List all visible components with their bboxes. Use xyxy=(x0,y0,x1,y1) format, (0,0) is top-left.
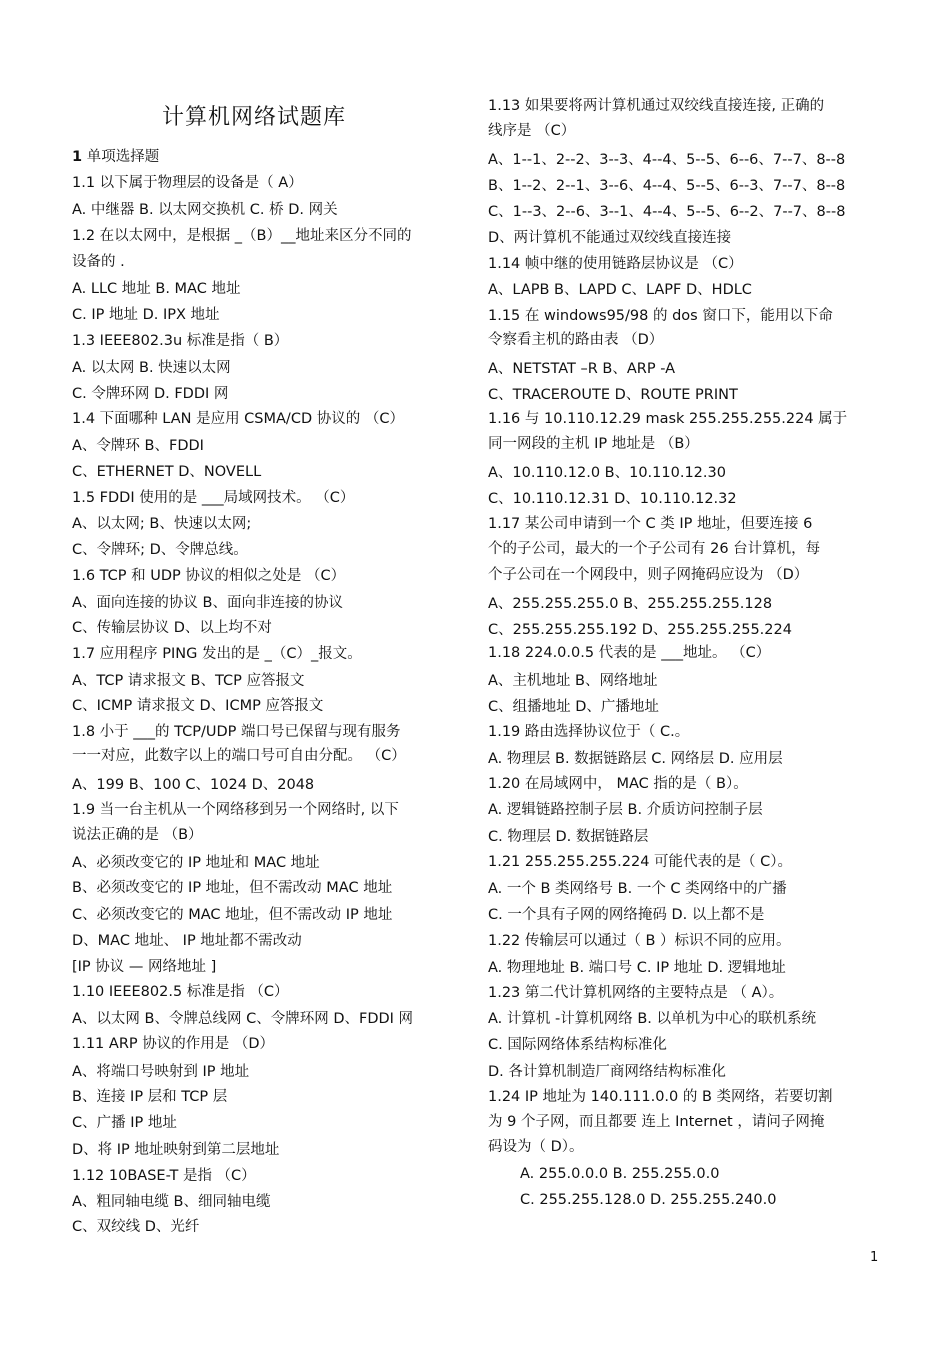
left-column-line: C、双绞线 D、光纤 xyxy=(72,1219,200,1235)
right-column-line: C、10.110.12.31 D、10.110.12.32 xyxy=(488,491,737,507)
right-column-line: A. 计算机 -计算机网络 B. 以单机为中心的联机系统 xyxy=(488,1011,816,1027)
right-column-line: 1.24 IP 地址为 140.111.0.0 的 B 类网络，若要切割 xyxy=(488,1089,833,1105)
right-column-line: 1.21 255.255.255.224 可能代表的是（ C）。 xyxy=(488,854,793,870)
left-column-line: 1.10 IEEE802.5 标准是指 （C） xyxy=(72,984,289,1000)
left-column-line: 1.8 小于 ___的 TCP/UDP 端口号已保留与现有服务 xyxy=(72,724,401,740)
right-column-line: C、TRACEROUTE D、ROUTE PRINT xyxy=(488,387,738,403)
right-column-line: 1.15 在 windows95/98 的 dos 窗口下，能用以下命 xyxy=(488,308,833,324)
right-column-line: 1.18 224.0.0.5 代表的是 ___地址。 （C） xyxy=(488,645,771,661)
right-column-line: C. 一个具有子网的网络掩码 D. 以上都不是 xyxy=(488,907,765,923)
right-column-line: 令察看主机的路由表 （D） xyxy=(488,332,664,348)
left-column-line: A. LLC 地址 B. MAC 地址 xyxy=(72,281,241,297)
left-column-line: B、必须改变它的 IP 地址，但不需改动 MAC 地址 xyxy=(72,880,393,896)
left-column-line: D、将 IP 地址映射到第二层地址 xyxy=(72,1142,280,1158)
left-column-line: 1.7 应用程序 PING 发出的是 _（C）_报文。 xyxy=(72,646,362,662)
left-column-line: C、广播 IP 地址 xyxy=(72,1115,177,1131)
right-column-line: A、主机地址 B、网络地址 xyxy=(488,673,658,689)
right-column-line: 码设为（ D）。 xyxy=(488,1139,584,1155)
right-column-line: A、LAPB B、LAPD C、LAPF D、HDLC xyxy=(488,282,752,298)
left-column-line: 1.4 下面哪种 LAN 是应用 CSMA/CD 协议的 （C） xyxy=(72,411,404,427)
right-column-line: A、10.110.12.0 B、10.110.12.30 xyxy=(488,465,726,481)
right-column-line: D. 各计算机制造厂商网络结构标准化 xyxy=(488,1064,726,1080)
right-column-line: A、NETSTAT –R B、ARP -A xyxy=(488,361,676,377)
left-column-line: A、TCP 请求报文 B、TCP 应答报文 xyxy=(72,673,305,689)
right-column-line: C、1--3、2--6、3--1、4--4、5--5、6--2、7--7、8--8 xyxy=(488,204,846,220)
left-column-line: A、199 B、100 C、1024 D、2048 xyxy=(72,777,315,793)
left-column-line: C. 令牌环网 D. FDDI 网 xyxy=(72,386,229,402)
left-column-line: [IP 协议 — 网络地址 ] xyxy=(72,959,217,975)
right-column-line: A. 一个 B 类网络号 B. 一个 C 类网络中的广播 xyxy=(488,881,787,897)
right-column-line: C. 物理层 D. 数据链路层 xyxy=(488,829,649,845)
left-column-line: 1.9 当一台主机从一个网络移到另一个网络时, 以下 xyxy=(72,802,399,818)
left-column-line: 1.11 ARP 协议的作用是 （D） xyxy=(72,1036,275,1052)
right-column-line: A. 255.0.0.0 B. 255.255.0.0 xyxy=(520,1166,720,1182)
right-column-line: 1.23 第二代计算机网络的主要特点是 （ A）。 xyxy=(488,985,784,1001)
left-column-line: 一一对应，此数字以上的端口号可自由分配。 （C） xyxy=(72,748,406,764)
right-column-line: 线序是 （C） xyxy=(488,123,576,139)
left-column-line: 1.6 TCP 和 UDP 协议的相似之处是 （C） xyxy=(72,568,346,584)
left-column-line: 1.1 以下属于物理层的设备是（ A） xyxy=(72,175,303,191)
right-column-line: A、255.255.255.0 B、255.255.255.128 xyxy=(488,596,773,612)
right-column-line: 1.13 如果要将两计算机通过双绞线直接连接, 正确的 xyxy=(488,98,825,114)
left-column-line: A、令牌环 B、FDDI xyxy=(72,438,204,454)
left-column-line: C、传输层协议 D、以上均不对 xyxy=(72,620,272,636)
right-column-line: A. 物理地址 B. 端口号 C. IP 地址 D. 逻辑地址 xyxy=(488,960,786,976)
right-column-line: A、1--1、2--2、3--3、4--4、5--5、6--6、7--7、8--8 xyxy=(488,152,846,168)
left-column-line: A. 以太网 B. 快速以太网 xyxy=(72,360,231,376)
section-title: 单项选择题 xyxy=(86,149,160,165)
left-column-line: A、以太网; B、快速以太网; xyxy=(72,516,252,532)
left-column-line: C、ICMP 请求报文 D、ICMP 应答报文 xyxy=(72,698,324,714)
right-column-line: A. 物理层 B. 数据链路层 C. 网络层 D. 应用层 xyxy=(488,751,783,767)
left-column-line: C、令牌环; D、令牌总线。 xyxy=(72,542,248,558)
right-column-line: A. 逻辑链路控制子层 B. 介质访问控制子层 xyxy=(488,802,763,818)
left-column-line: C. IP 地址 D. IPX 地址 xyxy=(72,307,220,323)
right-column-line: 1.16 与 10.110.12.29 mask 255.255.255.224 属于 xyxy=(488,411,848,427)
right-column-line: 个的子公司，最大的一个子公司有 26 台计算机，每 xyxy=(488,541,821,557)
right-column-line: 1.14 帧中继的使用链路层协议是 （C） xyxy=(488,256,743,272)
left-column-line: D、MAC 地址、 IP 地址都不需改动 xyxy=(72,933,302,949)
left-column-line: A. 中继器 B. 以太网交换机 C. 桥 D. 网关 xyxy=(72,202,338,218)
left-column-line: A、必须改变它的 IP 地址和 MAC 地址 xyxy=(72,855,320,871)
left-column-line: A、以太网 B、令牌总线网 C、令牌环网 D、FDDI 网 xyxy=(72,1011,414,1027)
right-column-line: D、两计算机不能通过双绞线直接连接 xyxy=(488,230,732,246)
right-column-line: 同一网段的主机 IP 地址是 （B） xyxy=(488,436,699,452)
right-column-line: C、组播地址 D、广播地址 xyxy=(488,699,659,715)
right-column-line: 1.19 路由选择协议位于（ C.。 xyxy=(488,724,690,740)
right-column-line: 为 9 个子网，而且都要 连上 Internet ，请问子网掩 xyxy=(488,1114,825,1130)
left-column-line: 1.5 FDDI 使用的是 ___局域网技术。 （C） xyxy=(72,490,355,506)
left-column-line: B、连接 IP 层和 TCP 层 xyxy=(72,1089,228,1105)
page-title: 计算机网络试题库 xyxy=(162,105,347,130)
section-number: 1 xyxy=(72,149,83,165)
right-column-line: C、255.255.255.192 D、255.255.255.224 xyxy=(488,622,792,638)
right-column-line: C. 国际网络体系结构标准化 xyxy=(488,1037,667,1053)
left-column-line: A、面向连接的协议 B、面向非连接的协议 xyxy=(72,595,343,611)
right-column-line: 1.20 在局域网中， MAC 指的是（ B）。 xyxy=(488,776,748,792)
left-column-line: 设备的 . xyxy=(72,254,125,270)
left-column-line: 1.2 在以太网中，是根据 _（B）__地址来区分不同的 xyxy=(72,228,412,244)
left-column-line: 1.3 IEEE802.3u 标准是指（ B） xyxy=(72,333,289,349)
page-number: 1 xyxy=(870,1250,879,1265)
right-column-line: 1.17 某公司申请到一个 C 类 IP 地址，但要连接 6 xyxy=(488,516,813,532)
left-column-line: A、将端口号映射到 IP 地址 xyxy=(72,1064,250,1080)
left-column-line: A、粗同轴电缆 B、细同轴电缆 xyxy=(72,1194,271,1210)
left-column-line: 说法正确的是 （B） xyxy=(72,827,203,843)
right-column-line: 1.22 传输层可以通过（ B ）标识不同的应用。 xyxy=(488,933,791,949)
section-heading xyxy=(72,147,159,167)
left-column-line: C、ETHERNET D、NOVELL xyxy=(72,464,262,480)
right-column-line: 个子公司在一个网段中，则子网掩码应设为 （D） xyxy=(488,567,809,583)
right-column-line: C. 255.255.128.0 D. 255.255.240.0 xyxy=(520,1192,777,1208)
left-column-line: 1.12 10BASE-T 是指 （C） xyxy=(72,1168,256,1184)
left-column-line: C、必须改变它的 MAC 地址，但不需改动 IP 地址 xyxy=(72,907,393,923)
right-column-line: B、1--2、2--1、3--6、4--4、5--5、6--3、7--7、8--8 xyxy=(488,178,846,194)
